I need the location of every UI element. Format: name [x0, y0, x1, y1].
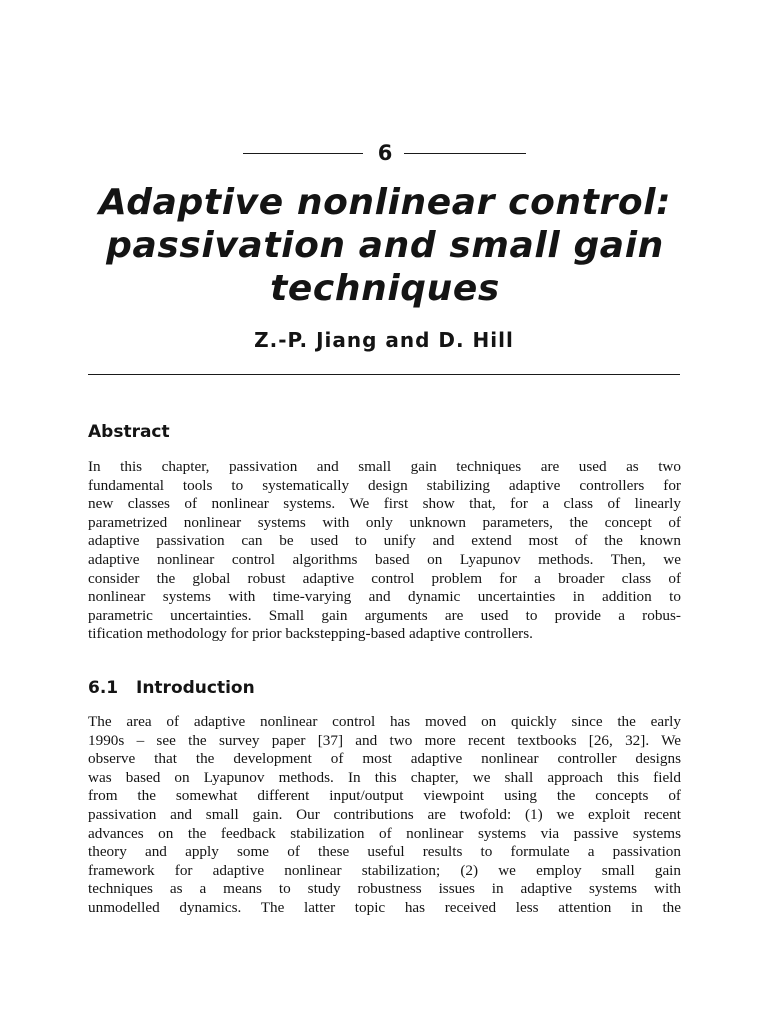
- abstract-line: adaptive nonlinear control algorithms based on Lyapunov methods. Then, we: [88, 550, 681, 568]
- chapter-rule-right: [404, 153, 526, 154]
- title-divider: [88, 374, 680, 375]
- section-number: 6.1: [88, 678, 119, 698]
- abstract-line: parametric uncertainties. Small gain arguments are used to provide a robus-: [88, 606, 681, 624]
- abstract-body: [88, 458, 681, 644]
- introduction-line: The area of adaptive nonlinear control has moved on quickly since the early: [88, 713, 681, 730]
- abstract-line: new classes of nonlinear systems. We first show that, for a class of linearly: [88, 495, 681, 513]
- abstract-line: tification methodology for prior backstepping-based adaptive controllers.: [88, 625, 533, 643]
- abstract-line: parametrized nonlinear systems with only unknown parameters, the concept of: [88, 513, 681, 531]
- introduction-line: from the somewhat different input/output viewpoint using the concepts of: [88, 787, 681, 805]
- chapter-title-line: passivation and small gain: [106, 225, 664, 266]
- abstract-line: fundamental tools to systematically design stabilizing adaptive controllers for: [88, 476, 681, 494]
- chapter-number-row: [0, 140, 768, 166]
- introduction-line: advances on the feedback stabilization of nonlinear systems via passive systems: [88, 824, 681, 842]
- chapter-rule-left: [243, 153, 363, 154]
- chapter-number: 6: [377, 141, 393, 165]
- introduction-line: unmodelled dynamics. The latter topic has received less attention in the: [88, 898, 681, 916]
- introduction-line: observe that the development of most adaptive nonlinear controller designs: [88, 750, 681, 768]
- abstract-line: adaptive passivation can be used to unify and extend most of the known: [88, 532, 681, 550]
- introduction-body: [88, 713, 681, 918]
- chapter-title-line: Adaptive nonlinear control:: [98, 182, 672, 223]
- abstract-line: nonlinear systems with time-varying and dynamic uncertainties in addition to: [88, 588, 681, 606]
- introduction-line: framework for adaptive nonlinear stabilization; (2) we employ small gain: [88, 861, 681, 879]
- authors: Z.-P. Jiang and D. Hill: [254, 328, 514, 352]
- introduction-line: was based on Lyapunov methods. In this chapter, we shall approach this field: [88, 768, 681, 786]
- abstract-heading: Abstract: [88, 422, 170, 442]
- introduction-heading: [88, 677, 255, 699]
- section-title: Introduction: [136, 678, 255, 698]
- abstract-line: In this chapter, passivation and small gain techniques are used as two: [88, 458, 681, 475]
- introduction-line: 1990s – see the survey paper [37] and two more recent textbooks [26, 32]. We: [88, 731, 681, 749]
- introduction-line: theory and apply some of these useful results to formulate a passivation: [88, 843, 681, 861]
- chapter-title: [60, 181, 710, 310]
- chapter-title-line: techniques: [270, 268, 500, 309]
- abstract-line: consider the global robust adaptive control problem for a broader class of: [88, 569, 681, 587]
- introduction-line: techniques as a means to study robustness issues in adaptive systems with: [88, 880, 681, 898]
- introduction-line: passivation and small gain. Our contributions are twofold: (1) we exploit recent: [88, 805, 681, 823]
